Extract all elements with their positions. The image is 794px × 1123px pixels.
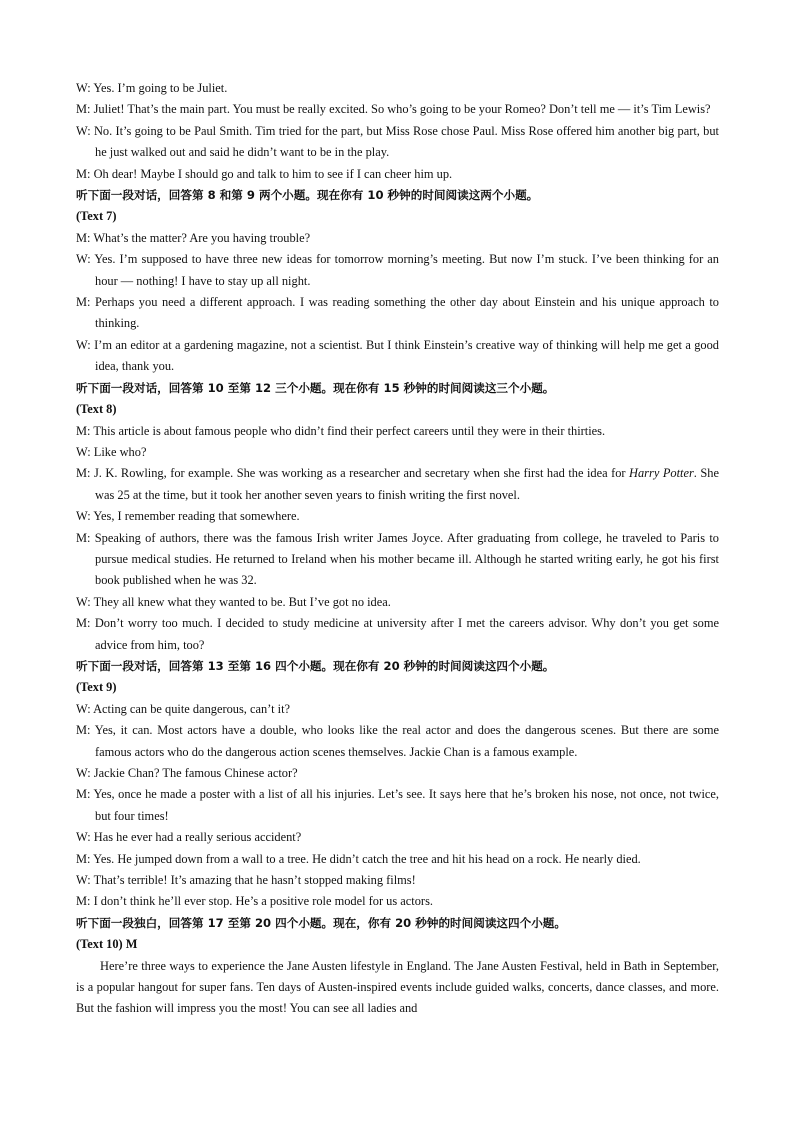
line-text: They all knew what they wanted to be. But I’ve got no idea. <box>93 594 391 609</box>
line-text: Yes, I remember reading that somewhere. <box>93 509 300 524</box>
line-text: No. It’s going to be Paul Smith. Tim tried for the part, but Miss Rose chose Paul. Miss Rose offered him another big part, but he just walked out and said he didn’t want to be in the play. <box>93 123 719 160</box>
line-text: Speaking of authors, there was the famous Irish writer James Joyce. After graduating from college, he traveled to Paris to pursue medical studies. He returned to Ireland when his mother became ill. Although he started writing early, he got his first book published when he was 32. <box>94 530 719 588</box>
line-text: Don’t worry too much. I decided to study medicine at university after I met the careers advisor. Why don’t you get some advice from him, too? <box>94 616 719 652</box>
dialogue-line <box>76 335 719 378</box>
speaker-label: M: <box>76 616 91 631</box>
line-text: Yes, it can. Most actors have a double, who looks like the real actor and does the dangerous scenes. But there are some famous actors who do the dangerous action scenes themselves. Jackie Chan is a famous example. <box>94 723 719 759</box>
dialogue-line <box>76 849 719 870</box>
speaker-label: W: <box>76 873 91 888</box>
monologue-paragraph: Here’re three ways to experience the Jane Austen lifestyle in England. The Jane Austen Festival, held in Bath in September, is a popular hangout for super fans. Ten days of Austen-inspired events include guided walks, concerts, dance classes, and more. But the fashion will impress you the most! You can see all ladies and <box>76 958 719 1016</box>
speaker-label: W: <box>76 123 91 138</box>
line-text: Perhaps you need a different approach. I was reading something the other day about Einstein and his unique approach to thinking. <box>95 295 719 331</box>
speaker-label: W: <box>76 766 91 780</box>
dialogue-line <box>76 763 719 784</box>
instruction-heading-text10: 听下面一段独白，回答第 17 至第 20 四个小题。现在，你有 20 秒钟的时间阅读这四个小题。 <box>76 915 566 930</box>
line-text-after: . She was 25 at the time, but it took her another seven years to finish writing the first novel. <box>95 466 719 502</box>
line-text: Oh dear! Maybe I should go and talk to him to see if I can cheer him up. <box>93 166 453 181</box>
dialogue-continued <box>76 78 719 185</box>
dialogue-text9 <box>76 699 719 913</box>
section-label-text7: (Text 7) <box>76 209 117 224</box>
speaker-label: M: <box>76 102 91 117</box>
line-text: Juliet! That’s the main part. You must be really excited. So who’s going to be your Romeo? Don’t tell me — it’s Tim Lewis? <box>93 102 711 117</box>
section-label-text10: (Text 10) M <box>76 937 138 952</box>
dialogue-text8-part2 <box>76 506 719 656</box>
line-text-before: J. K. Rowling, for example. She was working as a researcher and secretary when she first had the idea for <box>93 466 630 481</box>
dialogue-text7 <box>76 228 719 378</box>
line-text: I don’t think he’ll ever stop. He’s a positive role model for us actors. <box>93 894 433 909</box>
line-text: That’s terrible! It’s amazing that he hasn’t stopped making films! <box>93 873 416 888</box>
instruction-heading-text7: 听下面一段对话，回答第 8 和第 9 两个小题。现在你有 10 秒钟的时间阅读这两个小题。 <box>76 188 539 203</box>
speaker-label: M: <box>76 894 91 909</box>
speaker-label: M: <box>76 295 91 310</box>
dialogue-line <box>76 506 719 527</box>
book-title: Harry Potter <box>629 466 694 481</box>
line-text: This article is about famous people who didn’t find their perfect careers until they were in their thirties. <box>93 423 606 438</box>
speaker-label: M: <box>76 423 91 438</box>
line-text: Has he ever had a really serious accident? <box>93 830 302 845</box>
dialogue-line <box>76 592 719 613</box>
dialogue-line <box>76 528 719 592</box>
dialogue-line <box>76 613 719 656</box>
dialogue-line <box>76 699 719 720</box>
section-label-text8: (Text 8) <box>76 402 117 417</box>
dialogue-line <box>76 891 719 912</box>
speaker-label: M: <box>76 851 91 866</box>
speaker-label: M: <box>76 166 91 181</box>
speaker-label: W: <box>76 594 91 609</box>
line-text: Acting can be quite dangerous, can’t it? <box>93 701 291 716</box>
speaker-label: M: <box>76 230 91 245</box>
line-text: What’s the matter? Are you having trouble? <box>93 230 311 245</box>
dialogue-line <box>76 870 719 891</box>
dialogue-line <box>76 292 719 335</box>
speaker-label: W: <box>76 830 91 845</box>
speaker-label: W: <box>76 509 91 524</box>
dialogue-line-rowling <box>76 463 719 506</box>
speaker-label: W: <box>76 444 91 459</box>
speaker-label: W: <box>76 337 91 352</box>
speaker-label: W: <box>76 81 91 95</box>
line-text: Jackie Chan? The famous Chinese actor? <box>93 766 298 780</box>
line-text: Like who? <box>93 444 147 459</box>
section-label-text9: (Text 9) <box>76 680 117 695</box>
speaker-label: M: <box>76 466 91 481</box>
line-text: Yes. He jumped down from a wall to a tree. He didn’t catch the tree and hit his head on a rock. He nearly died. <box>93 851 641 866</box>
dialogue-line <box>76 720 719 763</box>
dialogue-line <box>76 99 719 120</box>
speaker-label: W: <box>76 252 91 267</box>
dialogue-line <box>76 827 719 848</box>
speaker-label: M: <box>76 530 91 545</box>
document-page <box>76 78 719 1020</box>
dialogue-line <box>76 78 719 99</box>
line-text: Yes. I’m supposed to have three new ideas for tomorrow morning’s meeting. But now I’m stuck. I’ve been thinking for an hour — nothing! I have to stay up all night. <box>94 252 719 288</box>
line-text: I’m an editor at a gardening magazine, not a scientist. But I think Einstein’s creative way of thinking will help me get a good idea, thank you. <box>94 337 719 374</box>
dialogue-line <box>76 228 719 249</box>
speaker-label: M: <box>76 787 91 802</box>
dialogue-line <box>76 784 719 827</box>
dialogue-text8-part1 <box>76 421 719 464</box>
speaker-label: M: <box>76 723 91 738</box>
dialogue-line <box>76 249 719 292</box>
speaker-label: W: <box>76 701 91 716</box>
line-text: Yes. I’m going to be Juliet. <box>93 81 228 95</box>
line-text: Yes, once he made a poster with a list of all his injuries. Let’s see. It says here that he’s broken his nose, not once, not twice, but four times! <box>93 787 719 823</box>
dialogue-line <box>76 421 719 442</box>
instruction-heading-text8: 听下面一段对话，回答第 10 至第 12 三个小题。现在你有 15 秒钟的时间阅读这三个小题。 <box>76 380 555 395</box>
dialogue-line <box>76 442 719 463</box>
dialogue-line <box>76 164 719 185</box>
dialogue-line <box>76 121 719 164</box>
instruction-heading-text9: 听下面一段对话，回答第 13 至第 16 四个小题。现在你有 20 秒钟的时间阅读这四个小题。 <box>76 658 555 673</box>
